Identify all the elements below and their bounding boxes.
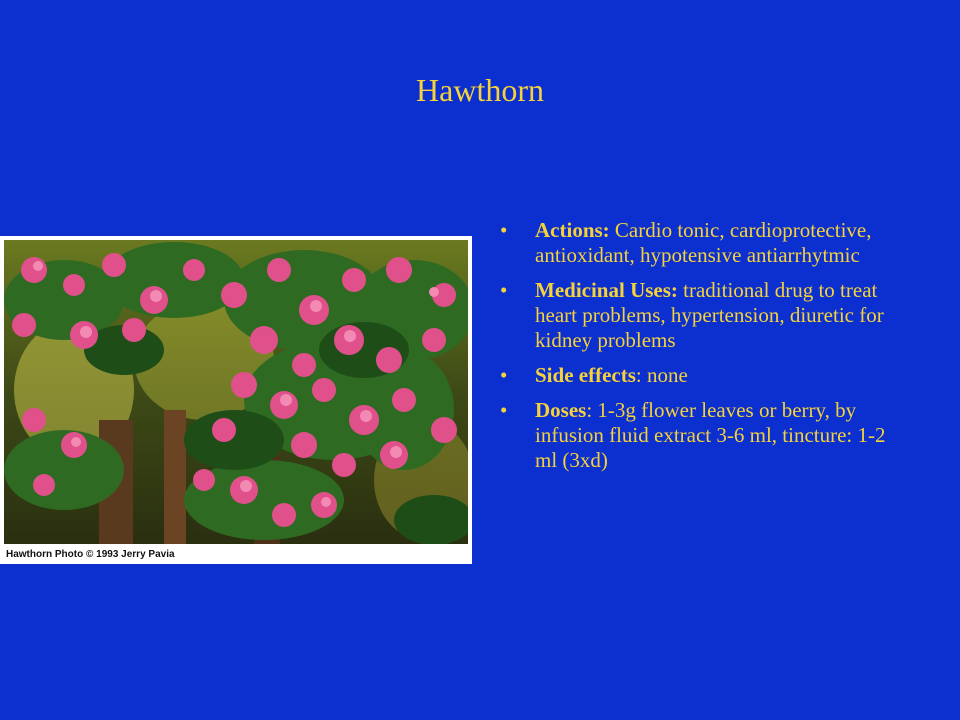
bullet-text: traditional drug to treat heart problems, hypertension, diuretic for kidney problems bbox=[535, 278, 884, 352]
bullet-doses bbox=[500, 398, 900, 473]
bullet-label: Actions: bbox=[535, 218, 610, 242]
photo-image bbox=[4, 240, 468, 544]
bullet-side-effects bbox=[500, 363, 900, 388]
bullet-label: Side effects bbox=[535, 363, 636, 387]
bullet-icon: • bbox=[500, 218, 508, 242]
bullet-list bbox=[500, 218, 900, 483]
slide-title: Hawthorn bbox=[416, 72, 544, 108]
bullet-medicinal-uses bbox=[500, 278, 900, 353]
flowering-tree-illustration bbox=[4, 240, 468, 544]
bullet-icon: • bbox=[500, 398, 508, 422]
bullet-icon: • bbox=[500, 363, 508, 387]
hawthorn-photo bbox=[0, 236, 472, 564]
bullet-label: Medicinal Uses: bbox=[535, 278, 678, 302]
bullet-label: Doses bbox=[535, 398, 587, 422]
bullet-text: : 1-3g flower leaves or berry, by infusion fluid extract 3-6 ml, tincture: 1-2 ml (3xd) bbox=[535, 398, 886, 472]
bullet-actions bbox=[500, 218, 900, 268]
photo-caption: Hawthorn Photo © 1993 Jerry Pavia bbox=[6, 549, 175, 560]
bullet-text: : none bbox=[635, 363, 688, 387]
bullet-text: Cardio tonic, cardioprotective, antioxidant, hypotensive antiarrhytmic bbox=[535, 218, 872, 267]
bullet-icon: • bbox=[500, 278, 508, 302]
